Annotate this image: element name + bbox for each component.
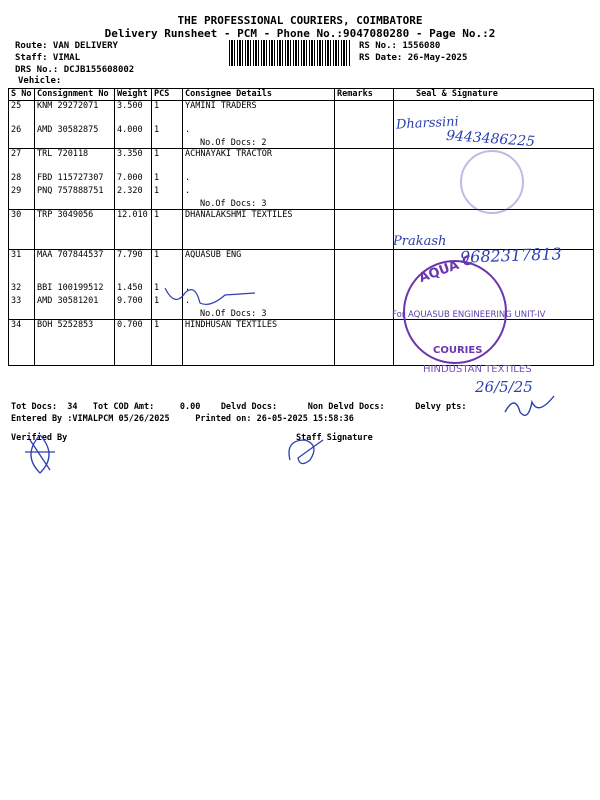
row-consignment: BBI 100199512 (35, 283, 115, 296)
verifier-signature (20, 432, 60, 477)
row-sno: 30 (9, 210, 35, 224)
row-pcs: 1 (152, 101, 183, 115)
row-pcs: 1 (152, 186, 183, 199)
row-pcs: 1 (152, 283, 183, 296)
docs-count: No.Of Docs: 3 (183, 309, 335, 320)
row-consignee: . (183, 186, 335, 199)
docs-count: No.Of Docs: 2 (183, 138, 335, 149)
runsheet-table (8, 88, 594, 366)
handwritten-phone: 9682317813 (459, 244, 563, 267)
stamp-company-arc: AQUA C (417, 252, 475, 287)
row-consignee: ACHNAYAKI TRACTOR (183, 149, 335, 163)
row-sno: 33 (9, 296, 35, 309)
staff-signature-label: Staff Signature (296, 433, 373, 443)
vehicle-label: Vehicle: (18, 76, 62, 86)
row-pcs: 1 (152, 296, 183, 309)
handwritten-phone: 9443486225 (445, 127, 536, 151)
entered-by-line: Entered By :VIMALPCM 05/26/2025 Printed on: 26-05-2025 15:58:36 (11, 414, 354, 424)
col-weight: Weight (115, 89, 152, 101)
row-weight: 7.790 (115, 250, 152, 264)
row-consignment: AMD 30581201 (35, 296, 115, 309)
row-consignment: TRL 720118 (35, 149, 115, 163)
row-weight: 3.500 (115, 101, 152, 115)
row-sno: 28 (9, 173, 35, 186)
row-consignment: BOH 5252853 (35, 320, 115, 334)
rs-date: RS Date: 26-May-2025 (359, 53, 468, 63)
col-consignee: Consignee Details (183, 89, 335, 101)
col-sno: S No (9, 89, 35, 101)
col-remarks: Remarks (335, 89, 394, 101)
row-consignment: TRP 3049056 (35, 210, 115, 224)
row-pcs: 1 (152, 173, 183, 186)
row-consignee: . (183, 283, 335, 296)
row-weight: 7.000 (115, 173, 152, 186)
row-consignee: HINDHUSAN TEXTILES (183, 320, 335, 334)
stamp-hindustan: HINDUSTAN TEXTILES (423, 364, 532, 375)
row-consignee: YAMINI TRADERS (183, 101, 335, 115)
row-consignee: . (183, 125, 335, 138)
row-weight: 2.320 (115, 186, 152, 199)
row-sno: 25 (9, 101, 35, 115)
col-seal: Seal & Signature (394, 89, 594, 101)
drs-number: DRS No.: DCJB155608002 (15, 65, 135, 75)
row-weight: 12.010 (115, 210, 152, 224)
handwritten-name: Prakash (393, 234, 447, 249)
row-sno: 27 (9, 149, 35, 163)
rs-number: RS No.: 1556080 (359, 41, 441, 51)
handwritten-signature (500, 392, 560, 422)
row-consignment: FBD 115727307 (35, 173, 115, 186)
handwritten-date: 26/5/25 (475, 378, 533, 396)
row-sno: 29 (9, 186, 35, 199)
row-sno: 31 (9, 250, 35, 264)
company-stamp-circle (403, 260, 507, 364)
row-weight: 1.450 (115, 283, 152, 296)
staff-label: Staff: VIMAL (15, 53, 81, 63)
col-pcs: PCS (152, 89, 183, 101)
row-consignment: MAA 707844537 (35, 250, 115, 264)
row-pcs: 1 (152, 125, 183, 138)
verified-by-label: Verified By (11, 433, 68, 443)
row-pcs: 1 (152, 149, 183, 163)
docs-count: No.Of Docs: 3 (183, 199, 335, 210)
row-consignment: PNQ 757888751 (35, 186, 115, 199)
row-consignee: . (183, 173, 335, 186)
faint-stamp (460, 150, 524, 214)
barcode (229, 40, 351, 66)
col-consignment: Consignment No (35, 89, 115, 101)
totals-line: Tot Docs: 34 Tot COD Amt: 0.00 Delvd Docs: Non Delvd Docs: Delvy pts: (11, 402, 467, 412)
staff-signature (280, 430, 330, 470)
route-label: Route: VAN DELIVERY (15, 41, 118, 51)
handwritten-signature (160, 280, 320, 320)
table-row (9, 101, 594, 115)
row-weight: 9.700 (115, 296, 152, 309)
table-row (9, 210, 594, 224)
row-consignment: KNM 29272071 (35, 101, 115, 115)
row-pcs: 1 (152, 250, 183, 264)
stamp-couriers: COURIES (433, 345, 483, 356)
runsheet-subtitle: Delivery Runsheet - PCM - Phone No.:9047080280 - Page No.:2 (104, 27, 496, 40)
row-pcs: 1 (152, 320, 183, 334)
row-sno: 26 (9, 125, 35, 138)
table-header (9, 89, 594, 101)
row-weight: 3.350 (115, 149, 152, 163)
row-weight: 0.700 (115, 320, 152, 334)
row-sno: 32 (9, 283, 35, 296)
handwritten-name: Dharssini (395, 114, 460, 133)
row-consignment: AMD 30582875 (35, 125, 115, 138)
row-consignee: DHANALAKSHMI TEXTILES (183, 210, 335, 224)
row-weight: 4.000 (115, 125, 152, 138)
row-consignee: AQUASUB ENG (183, 250, 335, 264)
stamp-company-line: For AQUASUB ENGINEERING UNIT-IV (392, 310, 546, 320)
row-sno: 34 (9, 320, 35, 334)
row-pcs: 1 (152, 210, 183, 224)
company-title: THE PROFESSIONAL COURIERS, COIMBATORE (177, 14, 423, 27)
row-consignee: . (183, 296, 335, 309)
